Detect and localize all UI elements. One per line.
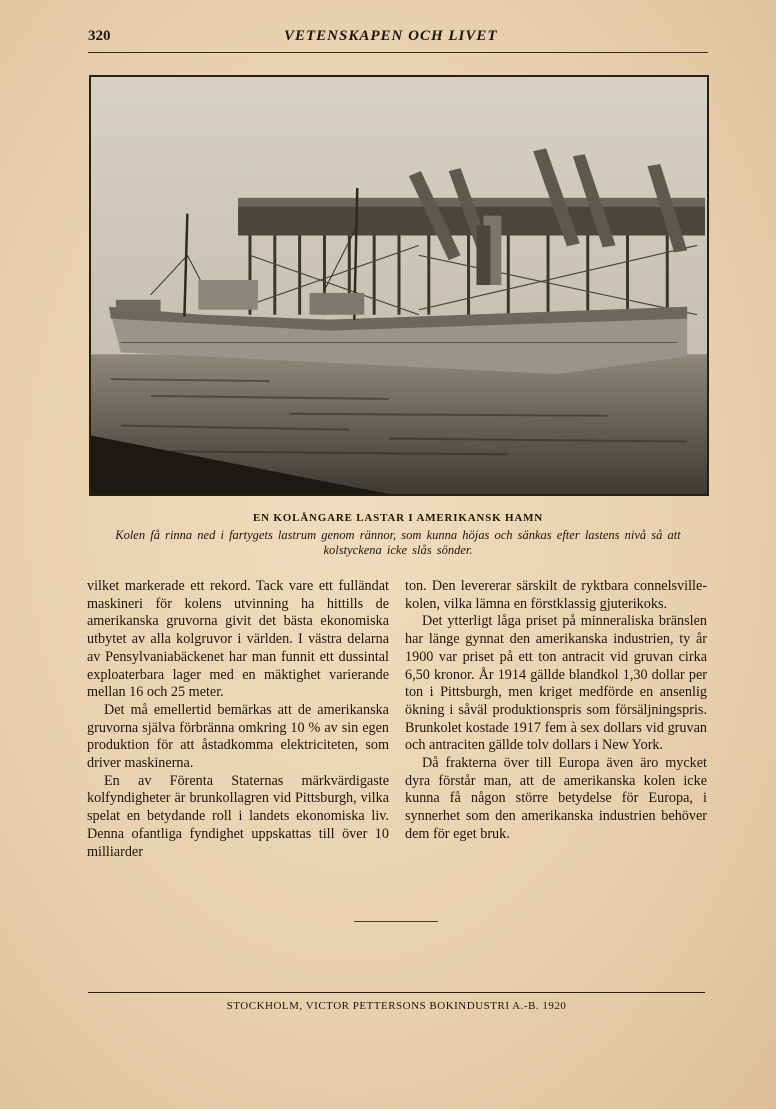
figure-caption-text: Kolen få rinna ned i fartygets lastrum genom rännor, som kunna höjas och sänkas efter lastens nivå så att kolstyckena icke slås sönder. bbox=[115, 528, 681, 557]
paragraph: Det ytterligt låga priset på minneraliska bränslen har länge gynnat den amerikanska industrien, ty år 1900 var priset på ett ton antracit vid gruvan cirka 6,50 kronor. År 1914 gällde blandkol 1,30 dollar per ton i Pittsburgh, men kriget medförde en ansenlig ökning i såväl produktionspris som försäljningspris. Brunkolet kostade 1917 fem à sex dollars vid gruvan och antraciten gällde tolv dollars i New York. bbox=[405, 613, 707, 754]
section-divider bbox=[354, 921, 438, 922]
page-header bbox=[88, 26, 708, 53]
paragraph: Då frakterna över till Europa även äro mycket dyra förstår man, att de amerikanska kolen icke kunna få någon större betydelse för Europa, i synnerhet som den amerikanska industrien behöver dem för eget bruk. bbox=[405, 755, 707, 842]
text-column-right bbox=[405, 578, 707, 844]
coal-loading-ship-photo bbox=[89, 75, 709, 496]
paragraph: En av Förenta Staternas märkvärdigaste kolfyndigheter är brunkollagren vid Pittsburgh, vilka spelat en betydande roll i landets ekonomiska liv. Denna ofantliga fyndighet uppskattas till över 10 milliarder bbox=[87, 772, 389, 860]
running-title: VETENSKAPEN OCH LIVET bbox=[284, 28, 498, 44]
photo-illustration bbox=[91, 77, 707, 494]
paragraph: Det må emellertid bemärkas att de amerikanska gruvorna själva förbränna omkring 10 % av sin egen produktion för att åstadkomma elektriciteten, som driver maskinerna. bbox=[87, 701, 389, 772]
footer-rule bbox=[88, 992, 705, 993]
footer-imprint: STOCKHOLM, VICTOR PETTERSONS BOKINDUSTRI A.-B. 1920 bbox=[226, 1000, 567, 1012]
figure-caption-title: EN KOLÅNGARE LASTAR I AMERIKANSK HAMN bbox=[252, 512, 544, 524]
paragraph: ton. Den levererar särskilt de ryktbara connelsville-kolen, vilka lämna en förstklassig gjuterikoks. bbox=[405, 578, 707, 612]
page-number: 320 bbox=[88, 28, 111, 44]
paragraph: vilket markerade ett rekord. Tack vare ett fulländat maskineri för kolens utvinning ha hittills de amerikanska gruvorna givit det bästa ekonomiska utbytet av alla kolgruvor i världen. I västra delarna av Pensylvaniabäckenet har man funnit ett dussintal exploaterbara lager med en mäktighet varierande mellan 16 och 25 meter. bbox=[87, 578, 389, 701]
text-column-left bbox=[87, 578, 389, 861]
